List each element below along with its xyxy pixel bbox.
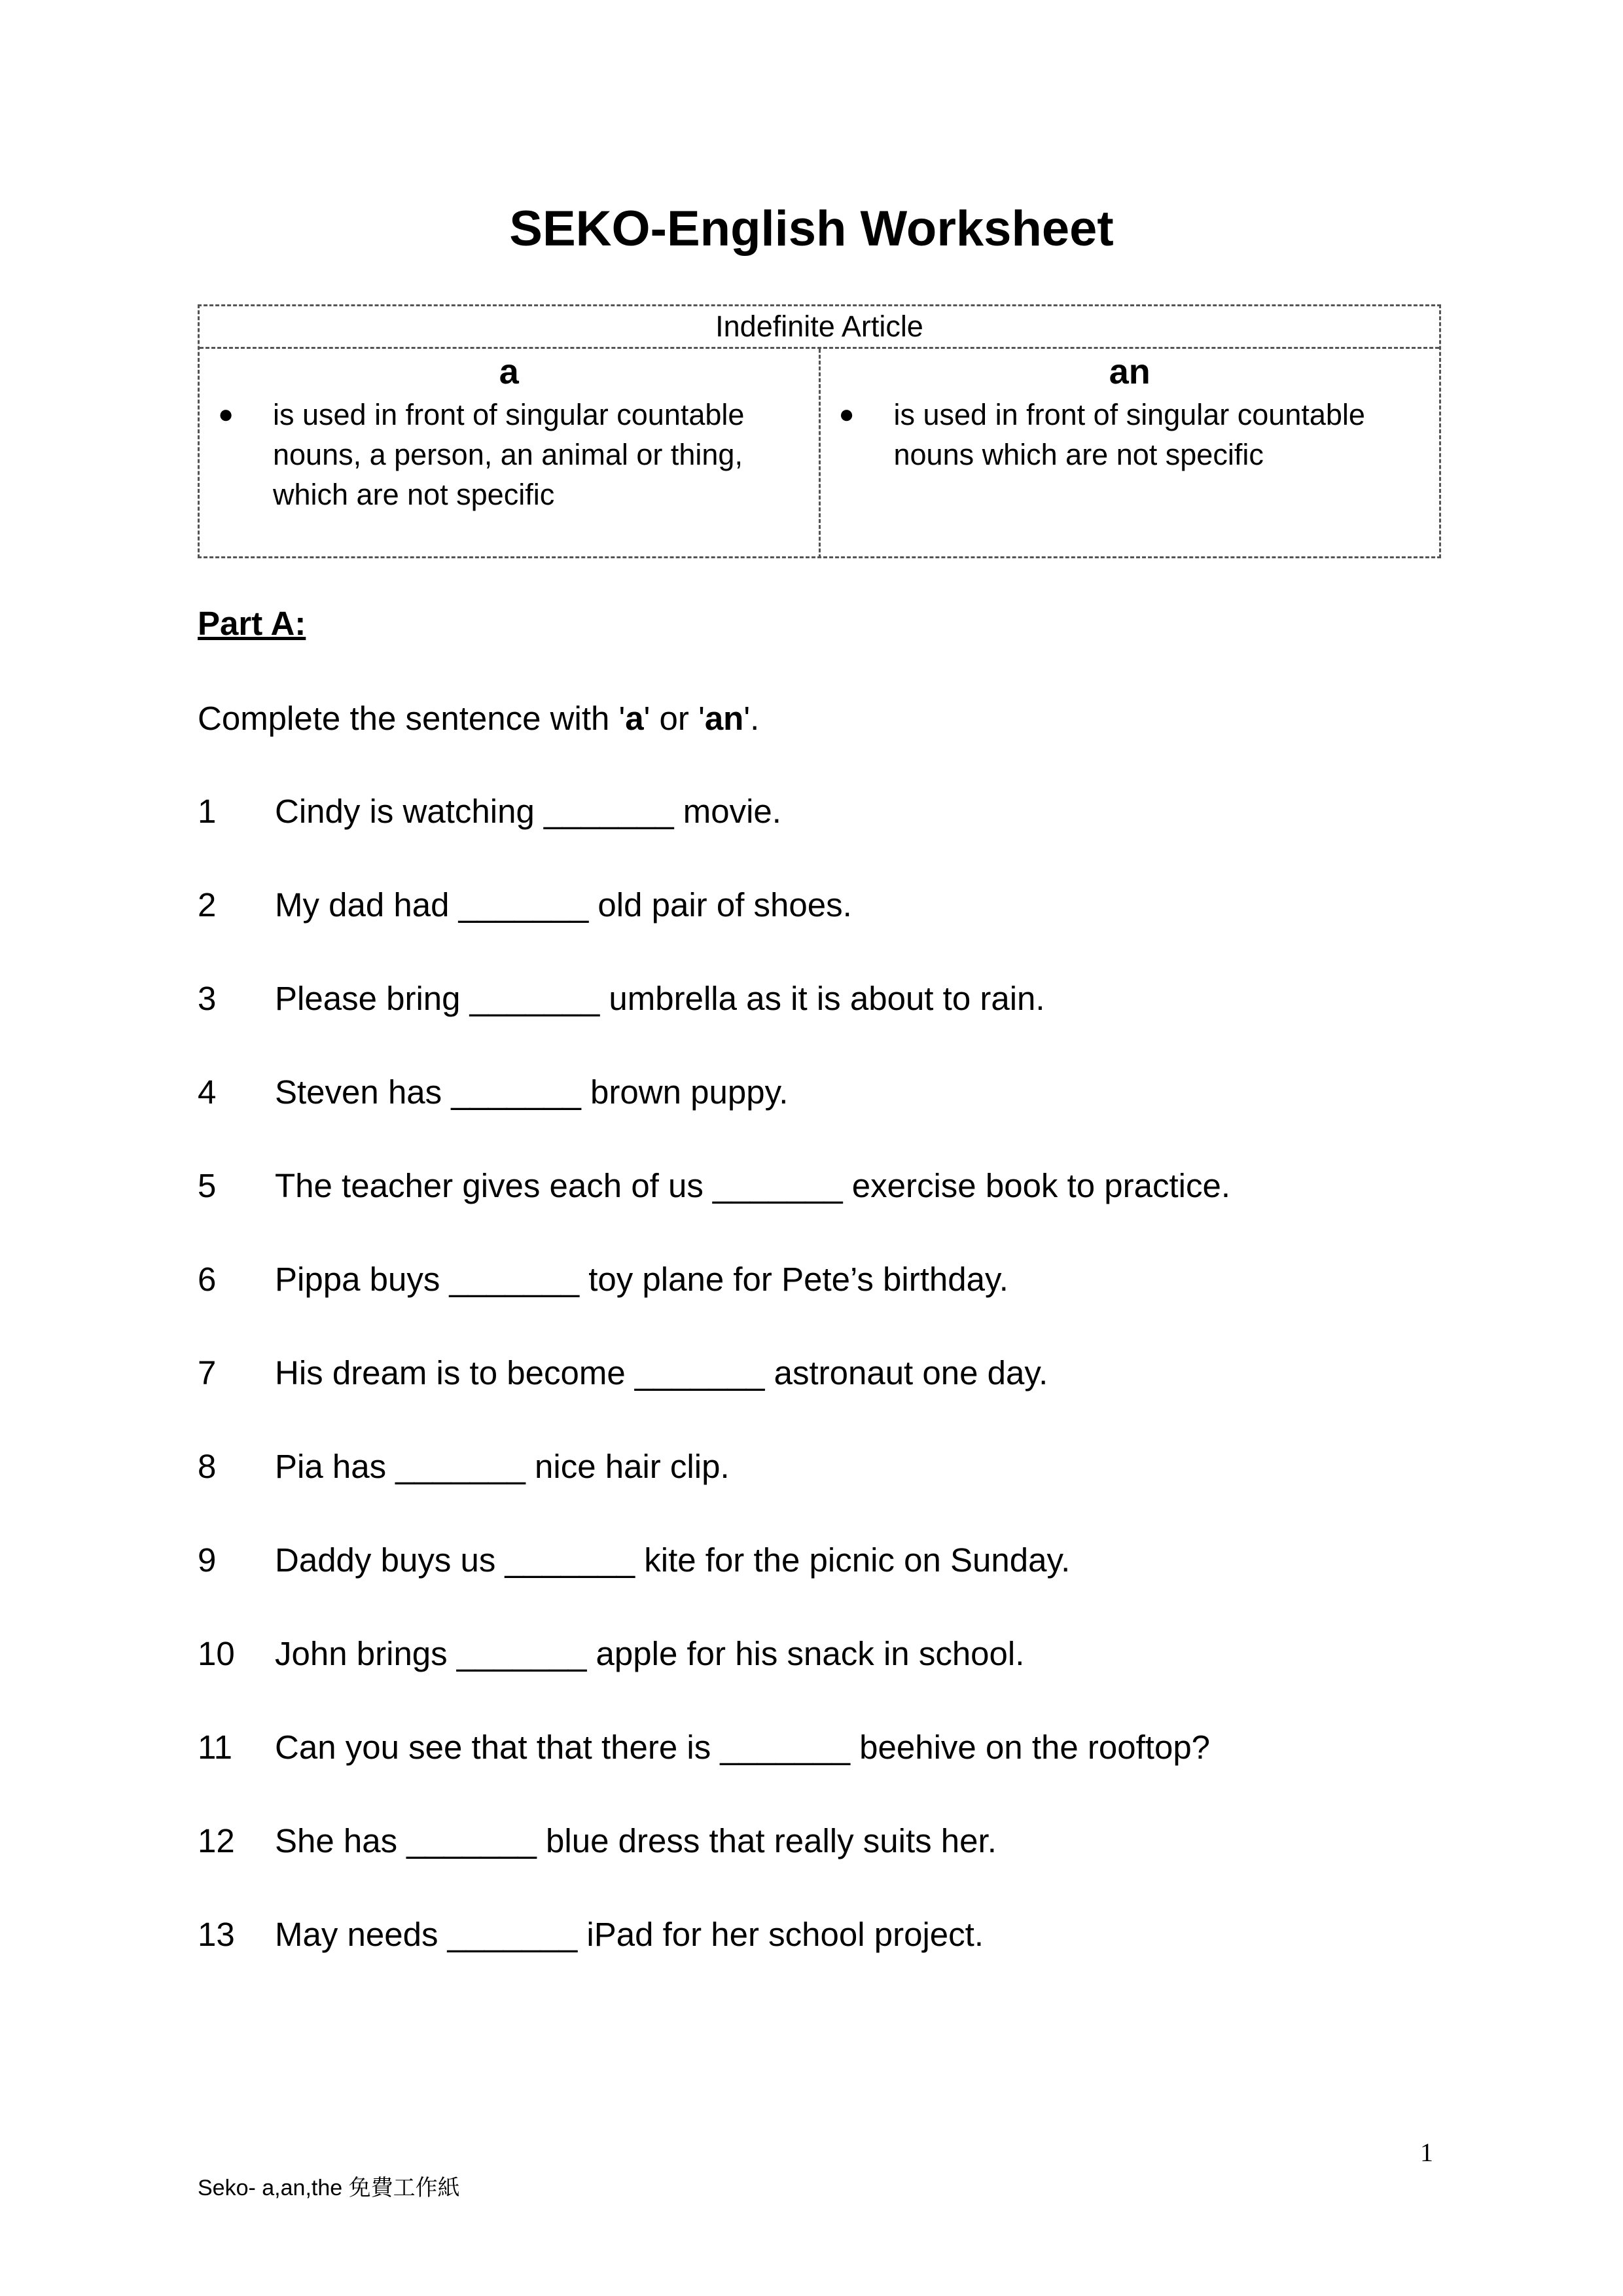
rule-text-an: is used in front of singular countable nouns which are not specific	[893, 398, 1365, 471]
question-number: 10	[198, 1635, 235, 1672]
part-a-heading: Part A:	[198, 605, 306, 642]
question-text: The teacher gives each of us _______ exercise book to practice.	[275, 1167, 1231, 1204]
table-header: Indefinite Article	[200, 306, 1439, 349]
question-item	[198, 1631, 1230, 1725]
question-text: Steven has _______ brown puppy.	[275, 1073, 789, 1111]
question-item	[198, 1444, 1230, 1537]
column-heading-an: an	[1109, 352, 1150, 391]
footer-text: Seko- a,an,the 免費工作紙	[198, 2176, 460, 2200]
instruction-a: a	[625, 700, 644, 737]
question-number: 13	[198, 1916, 235, 1953]
instruction-prefix: Complete the sentence with '	[198, 700, 626, 737]
bullet-icon: ●	[218, 400, 234, 429]
question-number: 6	[198, 1261, 217, 1298]
question-number: 11	[198, 1729, 232, 1766]
question-item	[198, 882, 1230, 976]
rule-an	[839, 395, 1421, 475]
question-number: 1	[198, 793, 217, 830]
question-text: Cindy is watching _______ movie.	[275, 793, 781, 830]
question-number: 4	[198, 1073, 217, 1111]
question-text: His dream is to become _______ astronaut one day.	[275, 1354, 1048, 1391]
question-number: 9	[198, 1541, 217, 1579]
question-text: John brings _______ apple for his snack in school.	[275, 1635, 1025, 1672]
column-heading-a: a	[499, 352, 519, 391]
question-item	[198, 1069, 1230, 1163]
question-text: Please bring _______ umbrella as it is about to rain.	[275, 980, 1045, 1017]
rule-text-a: is used in front of singular countable nouns, a person, an animal or thing, which are not specific	[273, 398, 745, 511]
question-item	[198, 1912, 1230, 2005]
indefinite-article-table	[198, 304, 1441, 558]
question-item	[198, 789, 1230, 882]
page-number: 1	[1420, 2138, 1433, 2167]
question-text: Daddy buys us _______ kite for the picnic on Sunday.	[275, 1541, 1071, 1579]
question-number: 7	[198, 1354, 217, 1391]
question-item	[198, 1163, 1230, 1257]
question-item	[198, 976, 1230, 1069]
rule-a	[218, 395, 800, 514]
question-number: 8	[198, 1448, 217, 1485]
question-text: She has _______ blue dress that really suits her.	[275, 1822, 997, 1859]
question-list	[198, 789, 1230, 2005]
question-item	[198, 1725, 1230, 1818]
question-item	[198, 1537, 1230, 1631]
question-number: 12	[198, 1822, 235, 1859]
instruction-an: an	[704, 700, 744, 737]
column-a	[200, 349, 821, 558]
question-item	[198, 1257, 1230, 1350]
instruction	[198, 696, 759, 742]
question-number: 2	[198, 886, 217, 924]
question-text: Pippa buys _______ toy plane for Pete’s birthday.	[275, 1261, 1008, 1298]
question-item	[198, 1350, 1230, 1444]
column-an	[821, 349, 1440, 558]
question-text: Can you see that that there is _______ beehive on the rooftop?	[275, 1729, 1211, 1766]
instruction-middle: ' or '	[643, 700, 705, 737]
question-text: May needs _______ iPad for her school project.	[275, 1916, 984, 1953]
question-text: Pia has _______ nice hair clip.	[275, 1448, 730, 1485]
question-item	[198, 1818, 1230, 1912]
instruction-suffix: '.	[743, 700, 760, 737]
question-number: 5	[198, 1167, 217, 1204]
question-number: 3	[198, 980, 217, 1017]
table-columns	[200, 349, 1439, 558]
question-text: My dad had _______ old pair of shoes.	[275, 886, 852, 924]
worksheet-title: SEKO-English Worksheet	[509, 201, 1114, 257]
bullet-icon: ●	[838, 400, 855, 429]
